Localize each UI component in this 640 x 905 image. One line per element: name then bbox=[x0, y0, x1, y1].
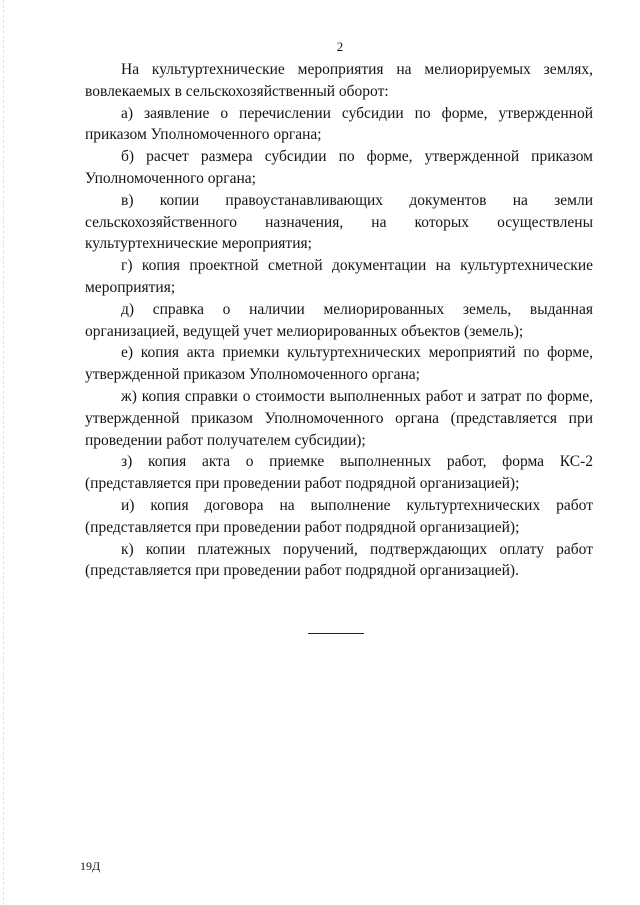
list-item-zh: ж) копия справки о стоимости выполненных работ и затрат по форме, утвержденной приказом Уполномоченного органа (представляется при проведении работ получателем субсидии); bbox=[85, 387, 593, 449]
page-number: 2 bbox=[336, 39, 344, 54]
list-item-k: к) копии платежных поручений, подтверждающих оплату работ (представляется при проведении работ подрядной организацией). bbox=[85, 540, 593, 580]
list-item-b: б) расчет размера субсидии по форме, утвержденной приказом Уполномоченного органа; bbox=[85, 148, 593, 187]
list-item-v: в) копии правоустанавливающих документов на земли сельскохозяйственного назначения, на которых осуществлены культуртехнические мероприятия; bbox=[85, 191, 593, 253]
footer-code: 19Д bbox=[80, 859, 101, 873]
scan-edge-line bbox=[3, 0, 4, 905]
end-divider bbox=[308, 633, 364, 634]
list-item-g: г) копия проектной сметной документации на культуртехнические мероприятия; bbox=[85, 257, 593, 296]
intro-paragraph: На культуртехнические мероприятия на мелиорируемых землях, вовлекаемых в сельскохозяйственный оборот: bbox=[85, 61, 593, 100]
list-item-a: а) заявление о перечислении субсидии по форме, утвержденной приказом Уполномоченного органа; bbox=[85, 104, 593, 144]
list-item-i: и) копия договора на выполнение культуртехнических работ (представляется при проведении работ подрядной организацией); bbox=[85, 496, 593, 536]
document-body bbox=[85, 59, 593, 582]
list-item-z: з) копия акта о приемке выполненных работ, форма КС-2 (представляется при проведении работ подрядной организацией); bbox=[85, 453, 593, 493]
list-item-e: е) копия акта приемки культуртехнических мероприятий по форме, утвержденной приказом Уполномоченного органа; bbox=[85, 344, 593, 384]
list-item-d: д) справка о наличии мелиорированных земель, выданная организацией, ведущей учет мелиорированных объектов (земель); bbox=[85, 300, 593, 340]
